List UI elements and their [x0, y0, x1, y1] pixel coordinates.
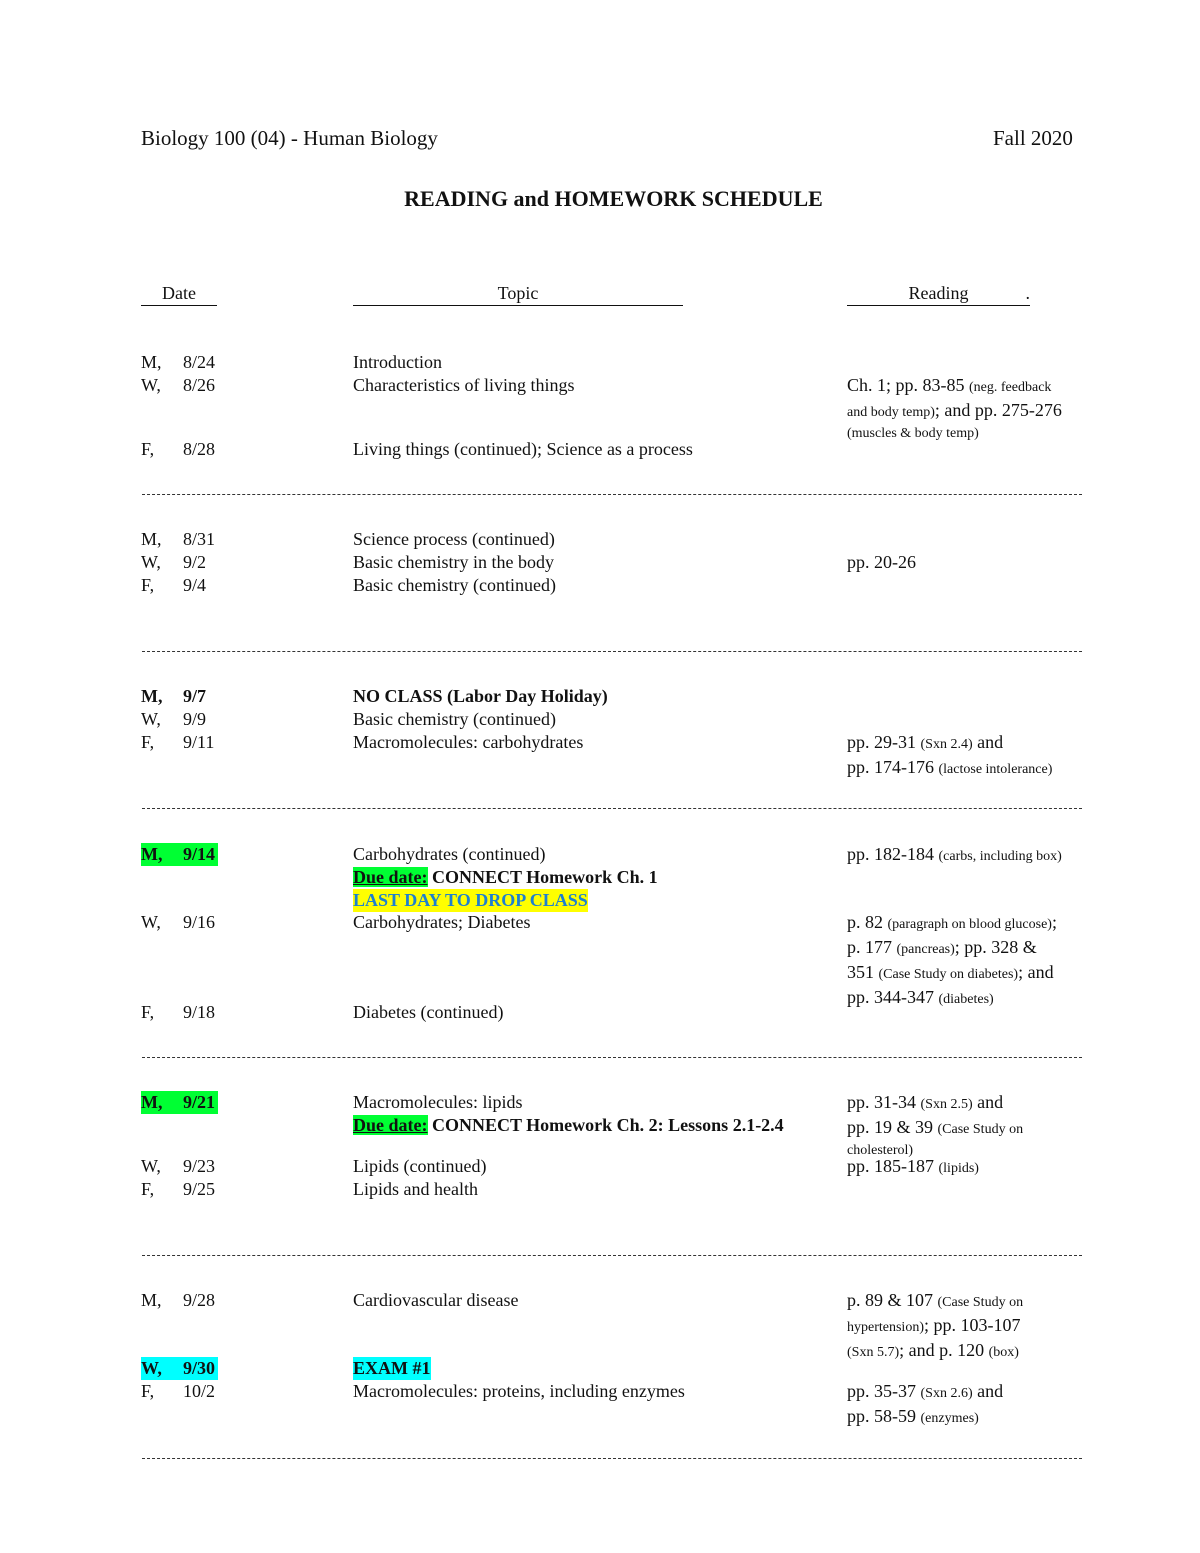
row-topic: Basic chemistry (continued) [353, 575, 556, 595]
row-date: 9/28 [183, 1290, 216, 1310]
row-date: M, [141, 686, 163, 706]
page-title: READING and HOMEWORK SCHEDULE [404, 186, 823, 211]
separator [142, 1057, 1082, 1058]
row-date: W, [141, 552, 161, 572]
row-date: F, [141, 439, 155, 459]
due-date-label: Due date: [353, 867, 428, 887]
row-topic: Characteristics of living things [353, 375, 575, 395]
due-date-line: Due date: CONNECT Homework Ch. 1 [353, 867, 658, 887]
row-date-highlight: W, 9/30 [141, 1357, 218, 1380]
row-topic: NO CLASS (Labor Day Holiday) [353, 686, 608, 706]
column-header-date: Date [141, 283, 217, 306]
row-topic: Basic chemistry in the body [353, 552, 554, 572]
row-date: 9/7 [183, 686, 207, 706]
row-topic: Basic chemistry (continued) [353, 709, 556, 729]
row-topic: Lipids (continued) [353, 1156, 487, 1176]
row-date: 8/26 [183, 375, 216, 395]
term-label: Fall 2020 [993, 126, 1073, 150]
due-date-label: Due date: [353, 1115, 428, 1135]
course-title: Biology 100 (04) - Human Biology [141, 126, 438, 150]
row-topic: Diabetes (continued) [353, 1002, 504, 1022]
row-reading: pp. 29-31 (Sxn 2.4) and pp. 174-176 (lactose intolerance) [847, 732, 1053, 777]
row-topic: Introduction [353, 352, 442, 372]
row-date: F, [141, 1381, 155, 1401]
row-date-highlight: M, 9/14 [141, 843, 218, 866]
row-date: F, [141, 1002, 155, 1022]
row-date: M, [141, 352, 162, 372]
row-date: 9/11 [183, 732, 215, 752]
row-date: 9/9 [183, 709, 207, 729]
separator [142, 1255, 1082, 1256]
row-topic: Lipids and health [353, 1179, 478, 1199]
row-date: 9/25 [183, 1179, 216, 1199]
row-topic: Carbohydrates; Diabetes [353, 912, 531, 932]
row-date: 9/4 [183, 575, 207, 595]
row-date: 8/31 [183, 529, 216, 549]
row-date: F, [141, 575, 155, 595]
row-reading: pp. 35-37 (Sxn 2.6) and pp. 58-59 (enzymes) [847, 1381, 1004, 1426]
row-date: F, [141, 1179, 155, 1199]
row-date: 8/24 [183, 352, 216, 372]
row-date: 9/23 [183, 1156, 216, 1176]
row-date: 9/18 [183, 1002, 216, 1022]
row-topic: Science process (continued) [353, 529, 555, 549]
row-topic: Macromolecules: carbohydrates [353, 732, 584, 752]
row-date: 9/16 [183, 912, 216, 932]
exam-label: EXAM #1 [353, 1358, 431, 1378]
row-date: F, [141, 732, 155, 752]
row-reading: Ch. 1; pp. 83-85 (neg. feedback and body temp); and pp. 275-276 $^{(muscles \& body temp)}$ [847, 375, 1062, 441]
row-topic: Macromolecules: lipids [353, 1092, 523, 1112]
row-date: W, [141, 709, 161, 729]
row-topic: Cardiovascular disease [353, 1290, 519, 1310]
column-header-reading: Reading . [847, 283, 1030, 306]
column-header-topic: Topic [353, 283, 683, 306]
row-date: W, [141, 912, 161, 932]
row-reading: pp. 182-184 (carbs, including box) [847, 844, 1062, 864]
row-reading: p. 82 (paragraph on blood glucose); p. 177 (pancreas); pp. 328 & 351 (Case Study on diabetes); and pp. 344-347 (diabetes) [847, 912, 1057, 1007]
separator [142, 651, 1082, 652]
row-reading: pp. 31-34 (Sxn 2.5) and pp. 19 & 39 (Case Study on $^{cholesterol)}$ [847, 1092, 1024, 1158]
row-date: W, [141, 375, 161, 395]
separator [142, 494, 1082, 495]
row-date: M, [141, 529, 162, 549]
row-date: 8/28 [183, 439, 216, 459]
row-date: 9/2 [183, 552, 207, 572]
row-date: 10/2 [183, 1381, 216, 1401]
row-reading: p. 89 & 107 (Case Study on hypertension); pp. 103-107 (Sxn 5.7); and p. 120 (box) [847, 1290, 1024, 1360]
separator [142, 1458, 1082, 1459]
row-topic: Living things (continued); Science as a process [353, 439, 693, 459]
row-reading: pp. 20-26 [847, 552, 916, 572]
separator [142, 808, 1082, 809]
row-reading: pp. 185-187 (lipids) [847, 1156, 979, 1176]
row-date: M, [141, 1290, 162, 1310]
due-date-line: Due date: CONNECT Homework Ch. 2: Lessons 2.1-2.4 [353, 1115, 784, 1135]
row-topic: Carbohydrates (continued) [353, 844, 546, 864]
row-date-highlight: M, 9/21 [141, 1091, 218, 1114]
row-date: W, [141, 1156, 161, 1176]
drop-class-notice: LAST DAY TO DROP CLASS [353, 890, 588, 910]
row-topic: Macromolecules: proteins, including enzymes [353, 1381, 685, 1401]
